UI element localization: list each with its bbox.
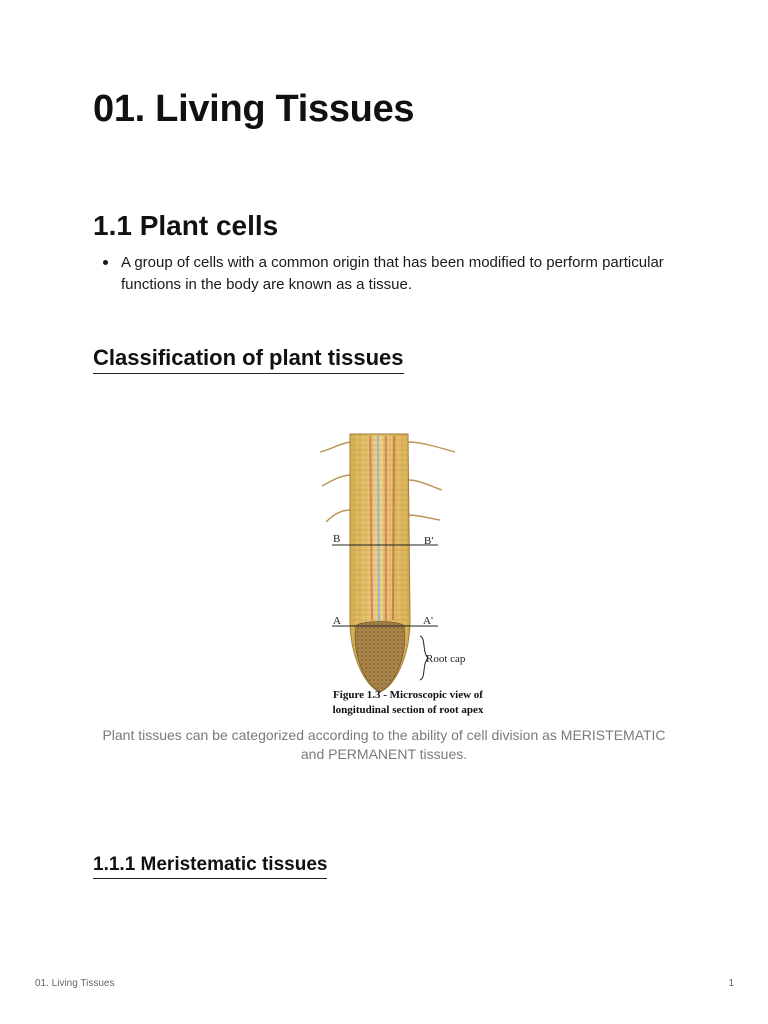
label-a-prime: A' — [423, 615, 433, 627]
footer-page-number: 1 — [728, 978, 734, 989]
figure-caption-line2: longitudinal section of root apex — [332, 704, 484, 716]
subsection-heading: 1.1.1 Meristematic tissues — [93, 853, 327, 879]
label-a: A — [333, 615, 341, 627]
classification-heading: Classification of plant tissues — [93, 344, 404, 374]
label-root-cap: Root cap — [426, 653, 466, 665]
section-heading: 1.1 Plant cells — [93, 210, 279, 241]
footer-doc-name: 01. Living Tissues — [35, 978, 115, 989]
root-apex-illustration — [300, 430, 500, 720]
root-apex-figure — [300, 430, 500, 720]
list-item — [103, 252, 683, 296]
bullet-icon — [103, 260, 108, 265]
root-cap — [355, 622, 405, 693]
bullet-list — [103, 252, 683, 296]
figure-caption-line1: Figure 1.3 - Microscopic view of — [333, 689, 483, 701]
list-item-text: A group of cells with a common origin that has been modified to perform particular functions in the body are known as a tissue. — [121, 254, 664, 293]
label-b: B — [333, 533, 341, 545]
label-b-prime: B' — [424, 535, 434, 547]
page-title: 01. Living Tissues — [93, 88, 415, 130]
figure-description: Plant tissues can be categorized according to the ability of cell division as MERISTEMATIC and PERMANENT tissues. — [102, 727, 666, 762]
